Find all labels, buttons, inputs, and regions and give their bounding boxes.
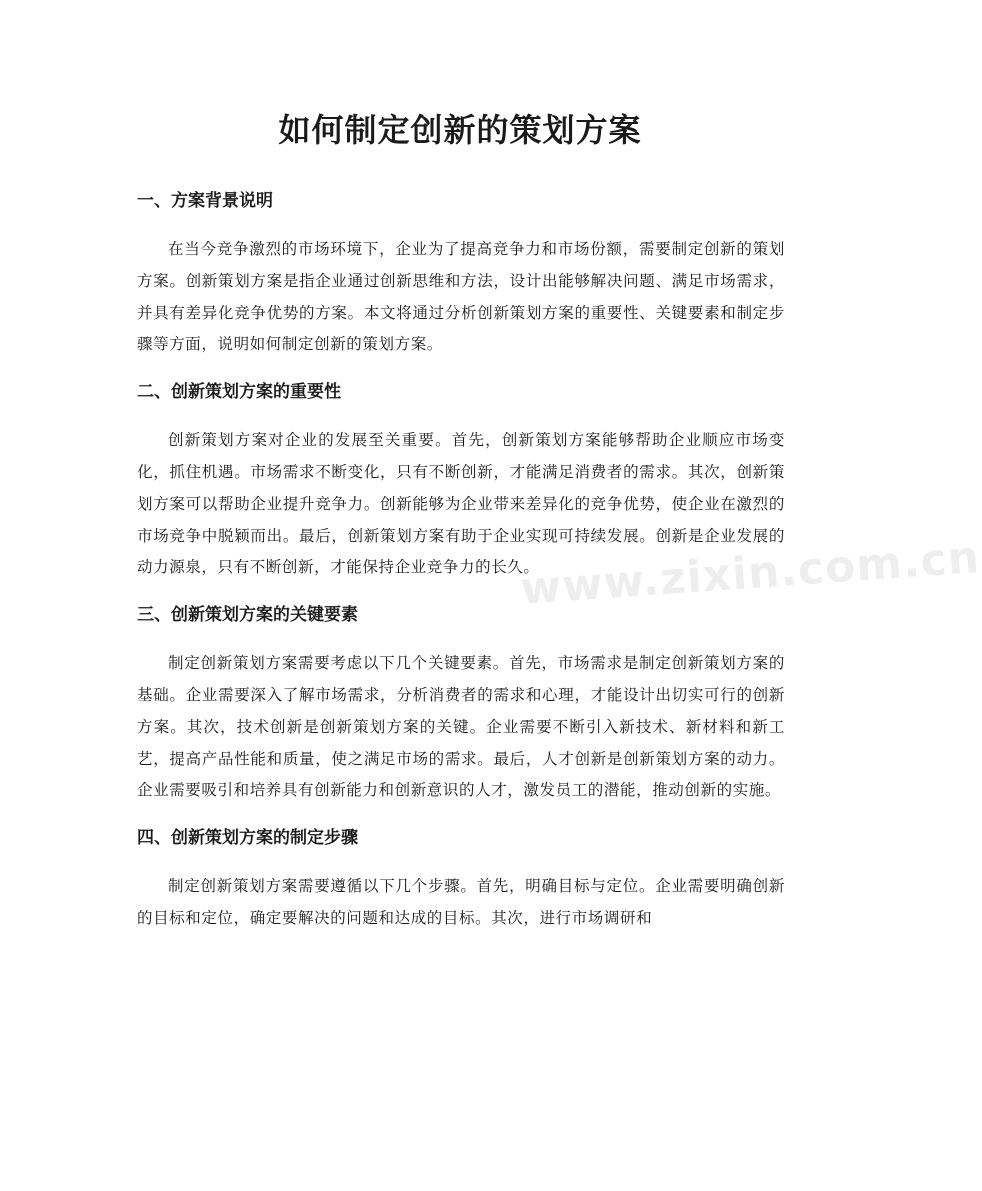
section-steps	[137, 823, 785, 935]
document-title: 如何制定创新的策划方案	[278, 111, 642, 149]
section-background	[137, 186, 785, 361]
section-key-elements	[137, 600, 785, 807]
section-paragraph: 创新策划方案对企业的发展至关重要。首先，创新策划方案能够帮助企业顺应市场变化，抓住机遇。市场需求不断变化，只有不断创新，才能满足消费者的需求。其次，创新策划方案可以帮助企业提升竞争力。创新能够为企业带来差异化的竞争优势，使企业在激烈的市场竞争中脱颖而出。最后，创新策划方案有助于企业实现可持续发展。创新是企业发展的动力源泉，只有不断创新，才能保持企业竞争力的长久。	[137, 431, 785, 577]
section-paragraph: 在当今竞争激烈的市场环境下，企业为了提高竞争力和市场份额，需要制定创新的策划方案。创新策划方案是指企业通过创新思维和方法，设计出能够解决问题、满足市场需求，并具有差异化竞争优势的方案。本文将通过分析创新策划方案的重要性、关键要素和制定步骤等方面，说明如何制定创新的策划方案。	[137, 240, 785, 354]
section-paragraph: 制定创新策划方案需要遵循以下几个步骤。首先，明确目标与定位。企业需要明确创新的目标和定位，确定要解决的问题和达成的目标。其次，进行市场调研和	[137, 877, 785, 927]
watermark: www.zixin.com.cn	[518, 532, 982, 615]
section-paragraph: 制定创新策划方案需要考虑以下几个关键要素。首先，市场需求是制定创新策划方案的基础。企业需要深入了解市场需求，分析消费者的需求和心理，才能设计出切实可行的创新方案。其次，技术创新是创新策划方案的关键。企业需要不断引入新技术、新材料和新工艺，提高产品性能和质量，使之满足市场的需求。最后，人才创新是创新策划方案的动力。企业需要吸引和培养具有创新能力和创新意识的人才，激发员工的潜能，推动创新的实施。	[137, 654, 785, 800]
section-heading: 二、创新策划方案的重要性	[137, 382, 341, 403]
section-importance	[137, 377, 785, 584]
section-heading: 一、方案背景说明	[137, 191, 273, 211]
document-body	[137, 186, 785, 951]
section-heading: 三、创新策划方案的关键要素	[137, 605, 358, 626]
section-heading: 四、创新策划方案的制定步骤	[137, 828, 358, 849]
